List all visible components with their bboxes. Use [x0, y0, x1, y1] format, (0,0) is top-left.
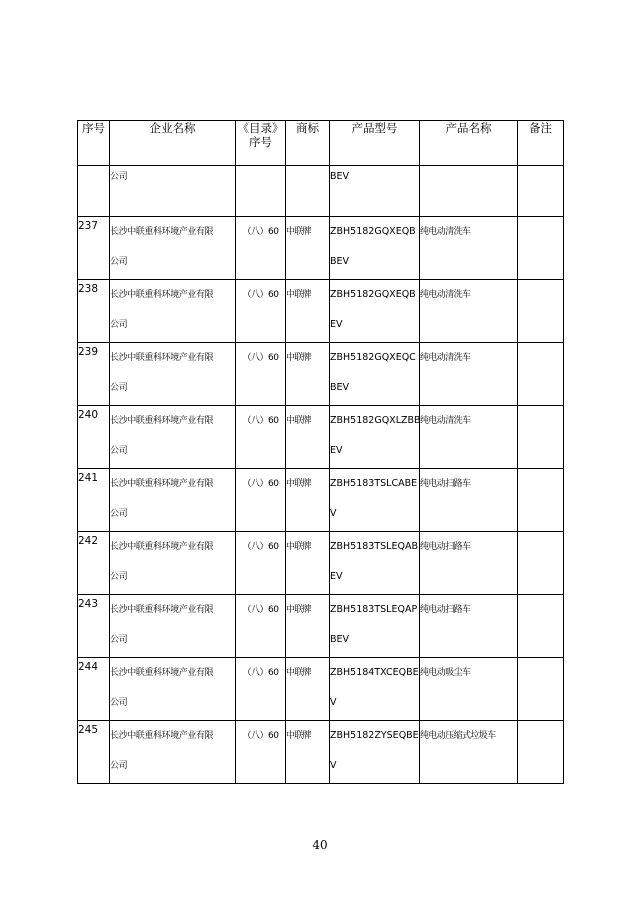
- cell-seq: 237: [78, 217, 110, 280]
- cell-entity-line1: 长沙中联重科环境产业有限: [110, 542, 214, 552]
- cell-entity-line1: 长沙中联重科环境产业有限: [110, 605, 214, 615]
- cell-brand: 中联牌: [286, 343, 330, 406]
- cell-model-line2: EV: [330, 319, 343, 330]
- cell-model-line2: V: [330, 508, 337, 519]
- cell-entity-line2: 公司: [110, 698, 128, 708]
- table-row: [78, 166, 564, 217]
- cell-entity: [110, 406, 236, 469]
- column-header-product-name: 产品名称: [420, 121, 518, 166]
- cell-brand: 中联牌: [286, 595, 330, 658]
- cell-product-name: 纯电动扫路车: [420, 532, 518, 595]
- cell-model-line1: ZBH5182GQXEQB: [330, 289, 416, 300]
- column-header-catalog-line1: 《目录》: [237, 121, 284, 135]
- table-row: [78, 595, 564, 658]
- cell-model: [330, 406, 420, 469]
- cell-note: [518, 217, 564, 280]
- cell-model-line1: ZBH5182GQXEQC: [330, 352, 416, 363]
- table-row: [78, 532, 564, 595]
- cell-catalog: （八）60: [236, 280, 286, 343]
- cell-model-line1: ZBH5182ZYSEQBE: [330, 730, 419, 741]
- cell-model-line1: ZBH5183TSLEQAP: [330, 604, 418, 615]
- table-row: [78, 721, 564, 784]
- cell-product-name: 纯电动清洗车: [420, 406, 518, 469]
- cell-seq: 245: [78, 721, 110, 784]
- cell-seq: [78, 166, 110, 217]
- cell-seq: 239: [78, 343, 110, 406]
- table-header: [78, 121, 564, 166]
- cell-product-name: [420, 166, 518, 217]
- cell-model-line2: BEV: [330, 256, 350, 267]
- cell-entity-line1: 长沙中联重科环境产业有限: [110, 479, 214, 489]
- cell-catalog: [236, 166, 286, 217]
- page-number: 40: [312, 838, 328, 852]
- column-header-note: 备注: [518, 121, 564, 166]
- cell-catalog: （八）60: [236, 658, 286, 721]
- table-row: [78, 343, 564, 406]
- cell-model: [330, 532, 420, 595]
- table-row: [78, 469, 564, 532]
- cell-catalog: （八）60: [236, 532, 286, 595]
- cell-entity: [110, 343, 236, 406]
- cell-catalog: （八）60: [236, 721, 286, 784]
- column-header-brand: 商标: [286, 121, 330, 166]
- cell-brand: 中联牌: [286, 469, 330, 532]
- cell-entity-line2: 公司: [110, 635, 128, 645]
- cell-product-name: 纯电动压缩式垃圾车: [420, 721, 518, 784]
- cell-note: [518, 166, 564, 217]
- cell-entity: [110, 595, 236, 658]
- cell-model-line2: BEV: [330, 634, 350, 645]
- cell-product-name: 纯电动清洗车: [420, 217, 518, 280]
- cell-entity: [110, 658, 236, 721]
- vehicle-catalog-table-container: [77, 120, 563, 784]
- cell-product-name: 纯电动扫路车: [420, 469, 518, 532]
- cell-entity: [110, 217, 236, 280]
- cell-entity-line2: 公司: [110, 320, 128, 330]
- cell-model-line1: ZBH5183TSLCABE: [330, 478, 418, 489]
- cell-entity-line1: 长沙中联重科环境产业有限: [110, 416, 214, 426]
- cell-note: [518, 406, 564, 469]
- cell-seq: 243: [78, 595, 110, 658]
- cell-entity: [110, 721, 236, 784]
- cell-catalog: （八）60: [236, 595, 286, 658]
- cell-model: [330, 166, 420, 217]
- cell-entity-line1: 长沙中联重科环境产业有限: [110, 353, 214, 363]
- cell-entity-line2: 公司: [110, 257, 128, 267]
- cell-entity-line1: 长沙中联重科环境产业有限: [110, 290, 214, 300]
- column-header-entity: 企业名称: [110, 121, 236, 166]
- cell-seq: 241: [78, 469, 110, 532]
- cell-entity: [110, 469, 236, 532]
- cell-seq: 240: [78, 406, 110, 469]
- cell-model-line1: ZBH5184TXCEQBE: [330, 667, 419, 678]
- cell-entity-line2: 公司: [110, 572, 128, 582]
- cell-note: [518, 532, 564, 595]
- cell-seq: 242: [78, 532, 110, 595]
- table-row: [78, 280, 564, 343]
- cell-model-line1: ZBH5182GQXLZBB: [330, 415, 421, 426]
- cell-model-line1: BEV: [330, 171, 350, 182]
- cell-entity-line1: 长沙中联重科环境产业有限: [110, 227, 214, 237]
- cell-brand: [286, 166, 330, 217]
- cell-model: [330, 280, 420, 343]
- cell-model-line2: EV: [330, 445, 343, 456]
- cell-product-name: 纯电动清洗车: [420, 280, 518, 343]
- cell-entity: [110, 532, 236, 595]
- cell-entity-line1: 长沙中联重科环境产业有限: [110, 731, 214, 741]
- cell-entity-line2: 公司: [110, 509, 128, 519]
- cell-note: [518, 721, 564, 784]
- table-row: [78, 217, 564, 280]
- cell-brand: 中联牌: [286, 532, 330, 595]
- cell-seq: 244: [78, 658, 110, 721]
- cell-model: [330, 721, 420, 784]
- cell-model-line2: BEV: [330, 382, 350, 393]
- cell-entity-line2: 公司: [110, 383, 128, 393]
- column-header-catalog: [236, 121, 286, 166]
- cell-seq: 238: [78, 280, 110, 343]
- cell-entity: [110, 166, 236, 217]
- cell-model-line1: ZBH5183TSLEQAB: [330, 541, 418, 552]
- cell-brand: 中联牌: [286, 217, 330, 280]
- cell-model: [330, 469, 420, 532]
- column-header-seq: 序号: [78, 121, 110, 166]
- cell-brand: 中联牌: [286, 658, 330, 721]
- cell-model-line2: V: [330, 760, 337, 771]
- table-row: [78, 658, 564, 721]
- cell-model: [330, 595, 420, 658]
- vehicle-catalog-table: [77, 120, 564, 784]
- cell-model-line2: V: [330, 697, 337, 708]
- table-header-row: [78, 121, 564, 166]
- table-body: [78, 166, 564, 784]
- cell-model: [330, 343, 420, 406]
- cell-note: [518, 469, 564, 532]
- cell-catalog: （八）60: [236, 469, 286, 532]
- table-row: [78, 406, 564, 469]
- cell-product-name: 纯电动清洗车: [420, 343, 518, 406]
- cell-catalog: （八）60: [236, 217, 286, 280]
- cell-brand: 中联牌: [286, 406, 330, 469]
- cell-entity-line2: 公司: [110, 446, 128, 456]
- cell-product-name: 纯电动扫路车: [420, 595, 518, 658]
- cell-model: [330, 217, 420, 280]
- cell-brand: 中联牌: [286, 721, 330, 784]
- cell-note: [518, 595, 564, 658]
- cell-model: [330, 658, 420, 721]
- cell-note: [518, 658, 564, 721]
- cell-model-line1: ZBH5182GQXEQB: [330, 226, 416, 237]
- cell-entity: [110, 280, 236, 343]
- cell-entity-line1: 公司: [110, 172, 128, 182]
- cell-note: [518, 343, 564, 406]
- cell-brand: 中联牌: [286, 280, 330, 343]
- cell-product-name: 纯电动吸尘车: [420, 658, 518, 721]
- column-header-model: 产品型号: [330, 121, 420, 166]
- cell-entity-line2: 公司: [110, 761, 128, 771]
- cell-catalog: （八）60: [236, 406, 286, 469]
- cell-entity-line1: 长沙中联重科环境产业有限: [110, 668, 214, 678]
- column-header-catalog-line2: 序号: [249, 135, 272, 149]
- cell-catalog: （八）60: [236, 343, 286, 406]
- cell-note: [518, 280, 564, 343]
- cell-model-line2: EV: [330, 571, 343, 582]
